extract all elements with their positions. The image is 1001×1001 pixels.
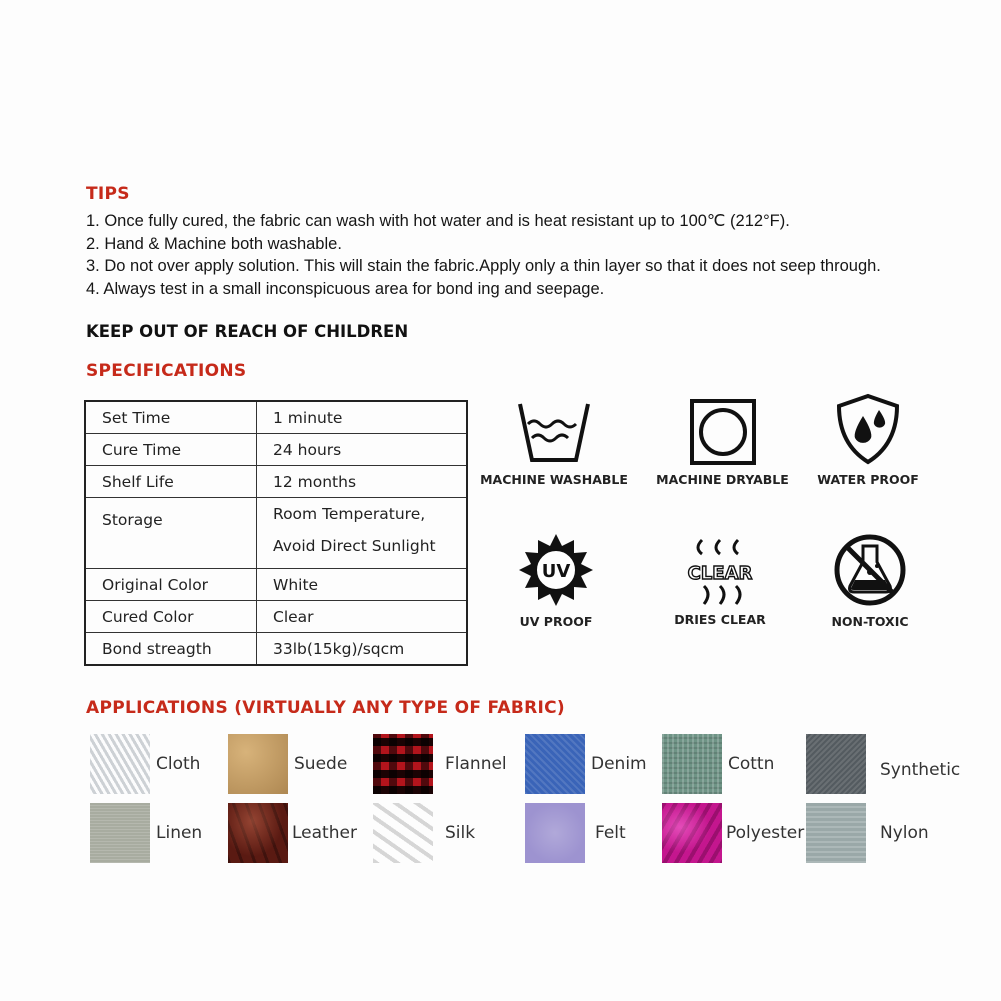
spec-label: Bond streagth [85,633,257,666]
uv-icon-text: UV [541,561,571,582]
fabric-label: Linen [156,823,203,843]
spec-label: Storage [85,498,257,569]
spec-row [85,434,467,466]
specifications-heading: SPECIFICATIONS [86,361,247,381]
fabric-label: Leather [292,823,357,843]
spec-row [85,569,467,601]
spec-label: Original Color [85,569,257,601]
no-flask-icon [832,532,908,608]
fabric-item-cloth [90,734,200,794]
fabric-swatch [373,803,433,863]
spec-label: Cure Time [85,434,257,466]
feature-label: NON-TOXIC [831,614,909,629]
fabric-item-suede [228,734,347,794]
tumble-dry-icon [689,398,757,466]
fabric-swatch [228,803,288,863]
feature-label: MACHINE WASHABLE [480,472,628,487]
spec-label: Set Time [85,401,257,434]
tips-heading: TIPS [86,184,130,204]
spec-label: Cured Color [85,601,257,633]
tip-item: 3. Do not over apply solution. This will stain the fabric.Apply only a thin layer so that it does not seep through. [86,257,881,275]
spec-row [85,633,467,666]
spec-row [85,601,467,633]
feature-uv-proof [496,532,616,629]
fabric-item-linen [90,803,202,863]
tip-item: 2. Hand & Machine both washable. [86,234,342,253]
fabric-swatch [525,734,585,794]
spec-label: Shelf Life [85,466,257,498]
feature-label: DRIES CLEAR [674,612,766,627]
fabric-label: Cloth [156,754,201,774]
fabric-swatch [90,734,150,794]
feature-machine-dryable [650,398,795,487]
spec-value: 12 months [257,466,468,498]
spec-value-line: Room Temperature, [273,505,426,523]
tips-list [86,210,946,300]
feature-label: UV PROOF [519,614,593,629]
fabric-label: Flannel [445,754,507,774]
fabric-label: Polyester [726,823,805,843]
fabric-swatch [525,803,585,863]
fabric-swatch [662,734,722,794]
spec-value: 1 minute [257,401,468,434]
fabric-label: Nylon [880,823,929,843]
feature-dries-clear [660,536,780,627]
wash-basin-icon [514,398,594,466]
fabric-item-silk [373,803,475,863]
fabric-label: Suede [294,754,348,774]
clear-icon-text: CLEAR [687,563,753,584]
fabric-swatch [228,734,288,794]
shield-drops-icon [833,392,903,466]
feature-machine-washable [478,398,630,487]
tip-item: 4. Always test in a small inconspicuous area for bond ing and seepage. [86,279,605,298]
feature-non-toxic [810,532,930,629]
fabric-item-nylon [806,803,929,863]
sun-uv-icon [518,532,594,608]
fabric-item-cottn [662,734,774,794]
fabric-item-synthetic [806,734,960,794]
spec-value: 33lb(15kg)/sqcm [257,633,468,666]
feature-label: WATER PROOF [817,472,919,487]
fabric-label: Synthetic [880,760,961,780]
fabric-swatch [806,734,866,794]
spec-row [85,498,467,569]
spec-value [257,498,468,569]
spec-value-line: Avoid Direct Sunlight [273,537,436,555]
feature-label: MACHINE DRYABLE [656,472,789,487]
feature-water-proof [808,392,928,487]
steam-clear-icon [682,536,758,608]
fabric-swatch [373,734,433,794]
fabric-item-polyester [662,803,804,863]
fabric-label: Denim [591,754,647,774]
fabric-item-flannel [373,734,507,794]
fabric-label: Cottn [728,754,775,774]
fabric-swatch [806,803,866,863]
spec-row [85,466,467,498]
spec-value: Clear [257,601,468,633]
tip-item: 1. Once fully cured, the fabric can wash with hot water and is heat resistant up to 100℃ (212°F). [86,212,790,230]
fabric-swatch [90,803,150,863]
fabric-label: Felt [595,823,626,843]
spec-row [85,401,467,434]
fabric-item-felt [525,803,626,863]
fabric-item-denim [525,734,647,794]
spec-value: 24 hours [257,434,468,466]
specifications-table [84,400,468,666]
fabric-label: Silk [445,823,476,843]
fabric-item-leather [228,803,357,863]
fabric-swatch [662,803,722,863]
warning-text: KEEP OUT OF REACH OF CHILDREN [86,322,409,341]
spec-value: White [257,569,468,601]
applications-heading: APPLICATIONS (VIRTUALLY ANY TYPE OF FABRIC) [86,698,565,718]
